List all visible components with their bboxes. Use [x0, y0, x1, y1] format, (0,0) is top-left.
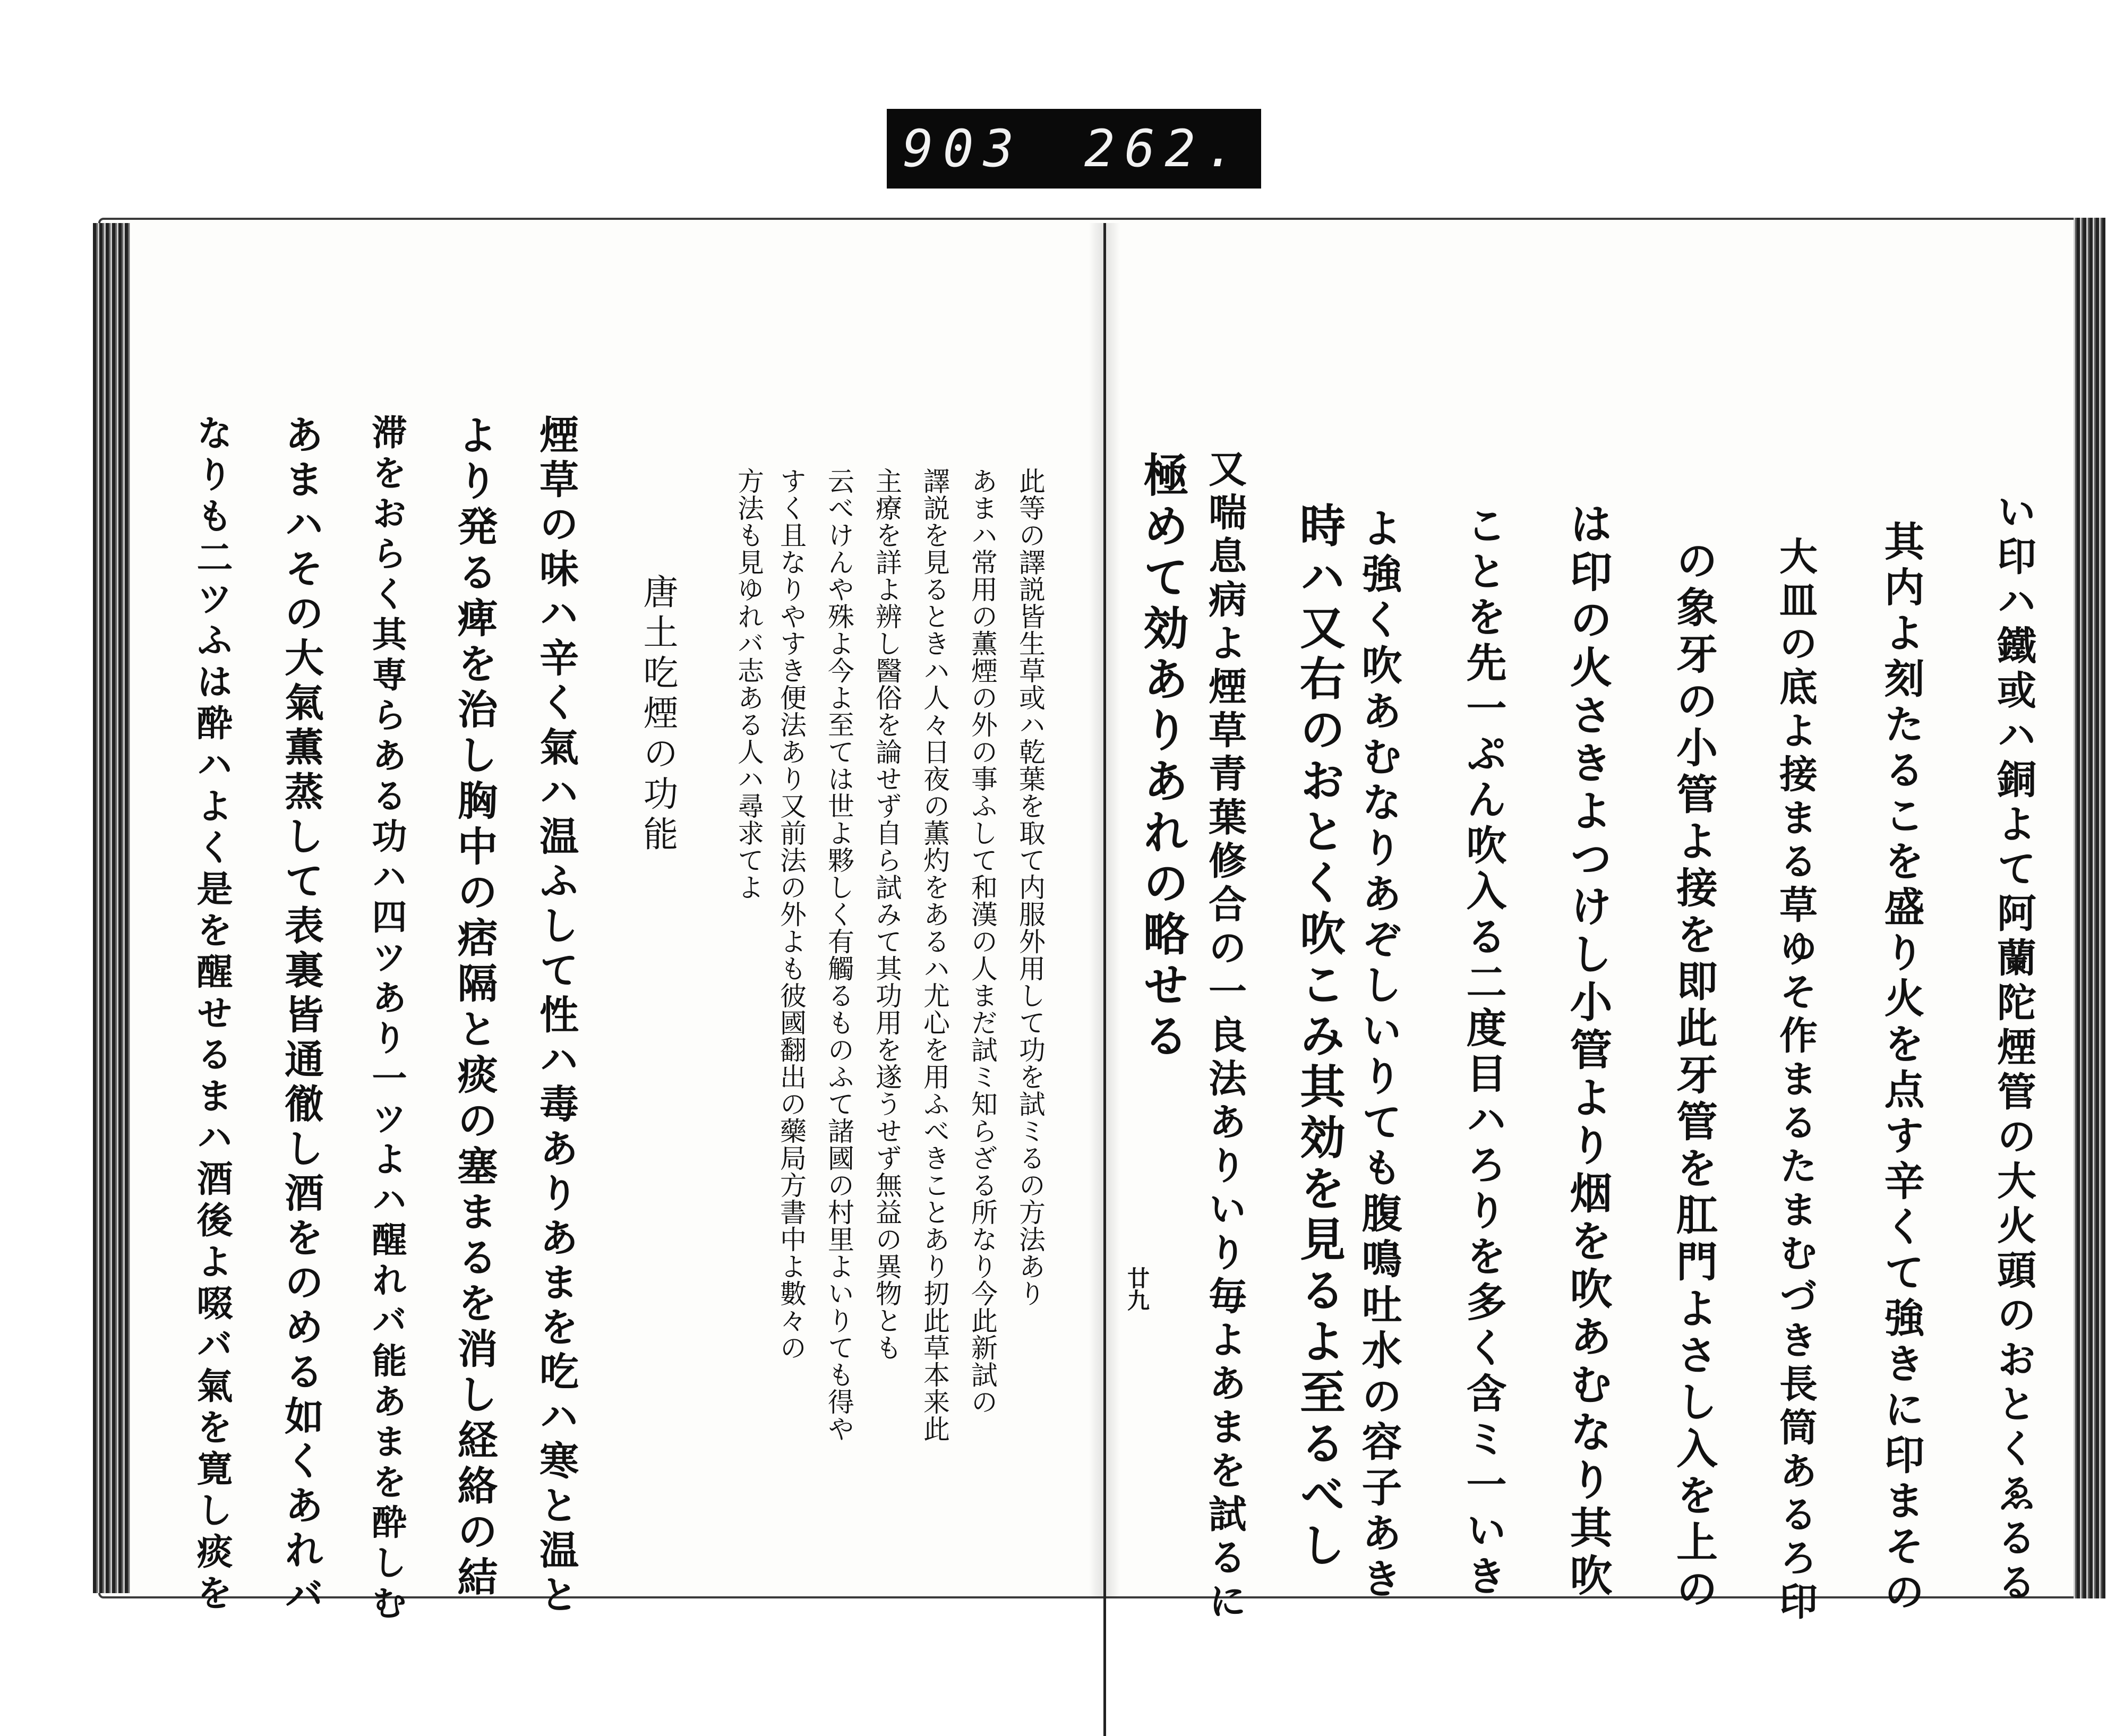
left-page-small-column: すく且なりやすき便法あり又前法の外よも彼國翻出の藥局方書中よ數々の: [776, 467, 807, 1361]
section-heading: 唐土吃煙の功能: [637, 574, 678, 856]
right-page-column: の象牙の小管よ接を即此牙管を肛門よさし入を上の: [1669, 539, 1718, 1614]
right-page-column: は印の火さきよつけし小管より烟を吹あむなり其吹: [1563, 502, 1613, 1601]
right-page-column: 又喘息病よ煙草青葉修合の一良法ありいり毎よあまを試るに: [1202, 449, 1247, 1624]
left-page-column: 滞をおらく其専らある功ハ四ツあり一ツよハ醒れバ能あまを酔しむ: [366, 414, 407, 1625]
right-page-column: よ強く吹あむなりあぞしいりても腹鳴吐水の容子あき: [1355, 507, 1402, 1603]
left-page-small-column: あまハ常用の薫煙の外の事ふして和漢の人まだ試ミ知らざる所なり今此新試の: [967, 467, 998, 1415]
left-page-small-column: 譯説を見るときハ人々日夜の薫灼をあるハ尤心を用ふべきことあり扨此草本来此: [919, 467, 950, 1442]
call-number-tag: [887, 109, 1261, 189]
call-number-left: 903: [903, 119, 1024, 178]
left-page-column: 煙草の味ハ辛く氣ハ温ふして性ハ毒ありあまを吃ハ寒と温と: [533, 414, 579, 1619]
left-page-small-column: 方法も見ゆれバ志ある人ハ尋求てよ: [733, 467, 764, 901]
left-page-small-column: 云べけんや殊よ今よ至ては世よ夥しく有觸るものふて諸國の村里よいりても得や: [824, 467, 854, 1442]
call-number-right: 262.: [1084, 119, 1245, 178]
right-page-column: い印ハ鐵或ハ銅よて阿蘭陀煙管の大火頭のおとくゑるる: [1991, 491, 2036, 1606]
left-page-small-column: 主療を詳よ辨し醫俗を論せず自ら試みて其功用を遂うせず無益の異物とも: [871, 467, 902, 1361]
right-page-column: ことを先一ぷん吹入る二度目ハろりを多く含ミ一いき: [1460, 504, 1507, 1601]
left-page-column: なりも二ツふは酔ハよく是を醒せるまハ酒後よ啜バ氣を寛し痰を: [191, 414, 233, 1615]
right-page-column: 大皿の底よ接まる草ゆそ作まるたまむづき長筒あるろ印: [1773, 536, 1818, 1625]
book-edge-left: [93, 223, 130, 1593]
left-page-column: より発る痺を治し胸中の痞隔と痰の塞まるを消し経絡の結: [451, 414, 498, 1602]
right-page-column: 其内よ刻たるこを盛り火を点す辛くて強きに印まその: [1878, 520, 1925, 1617]
right-page-column: 時ハ又右のおとく吹こみ其効を見るよ至るべし: [1292, 502, 1346, 1572]
left-page-column: あまハその大氣薫蒸して表裏皆通徹し酒をのめる如くあれバ: [278, 414, 324, 1619]
left-page-small-column: 此等の譯説皆生草或ハ乾葉を取て内服外用して功を試ミるの方法あり: [1015, 467, 1046, 1307]
right-page-column: 極めて効ありあれの略せる: [1135, 451, 1189, 1063]
book-edge-right: [2074, 218, 2105, 1598]
page-folio: 廿九: [1124, 1267, 1150, 1311]
book-gutter: [1103, 223, 1106, 1736]
